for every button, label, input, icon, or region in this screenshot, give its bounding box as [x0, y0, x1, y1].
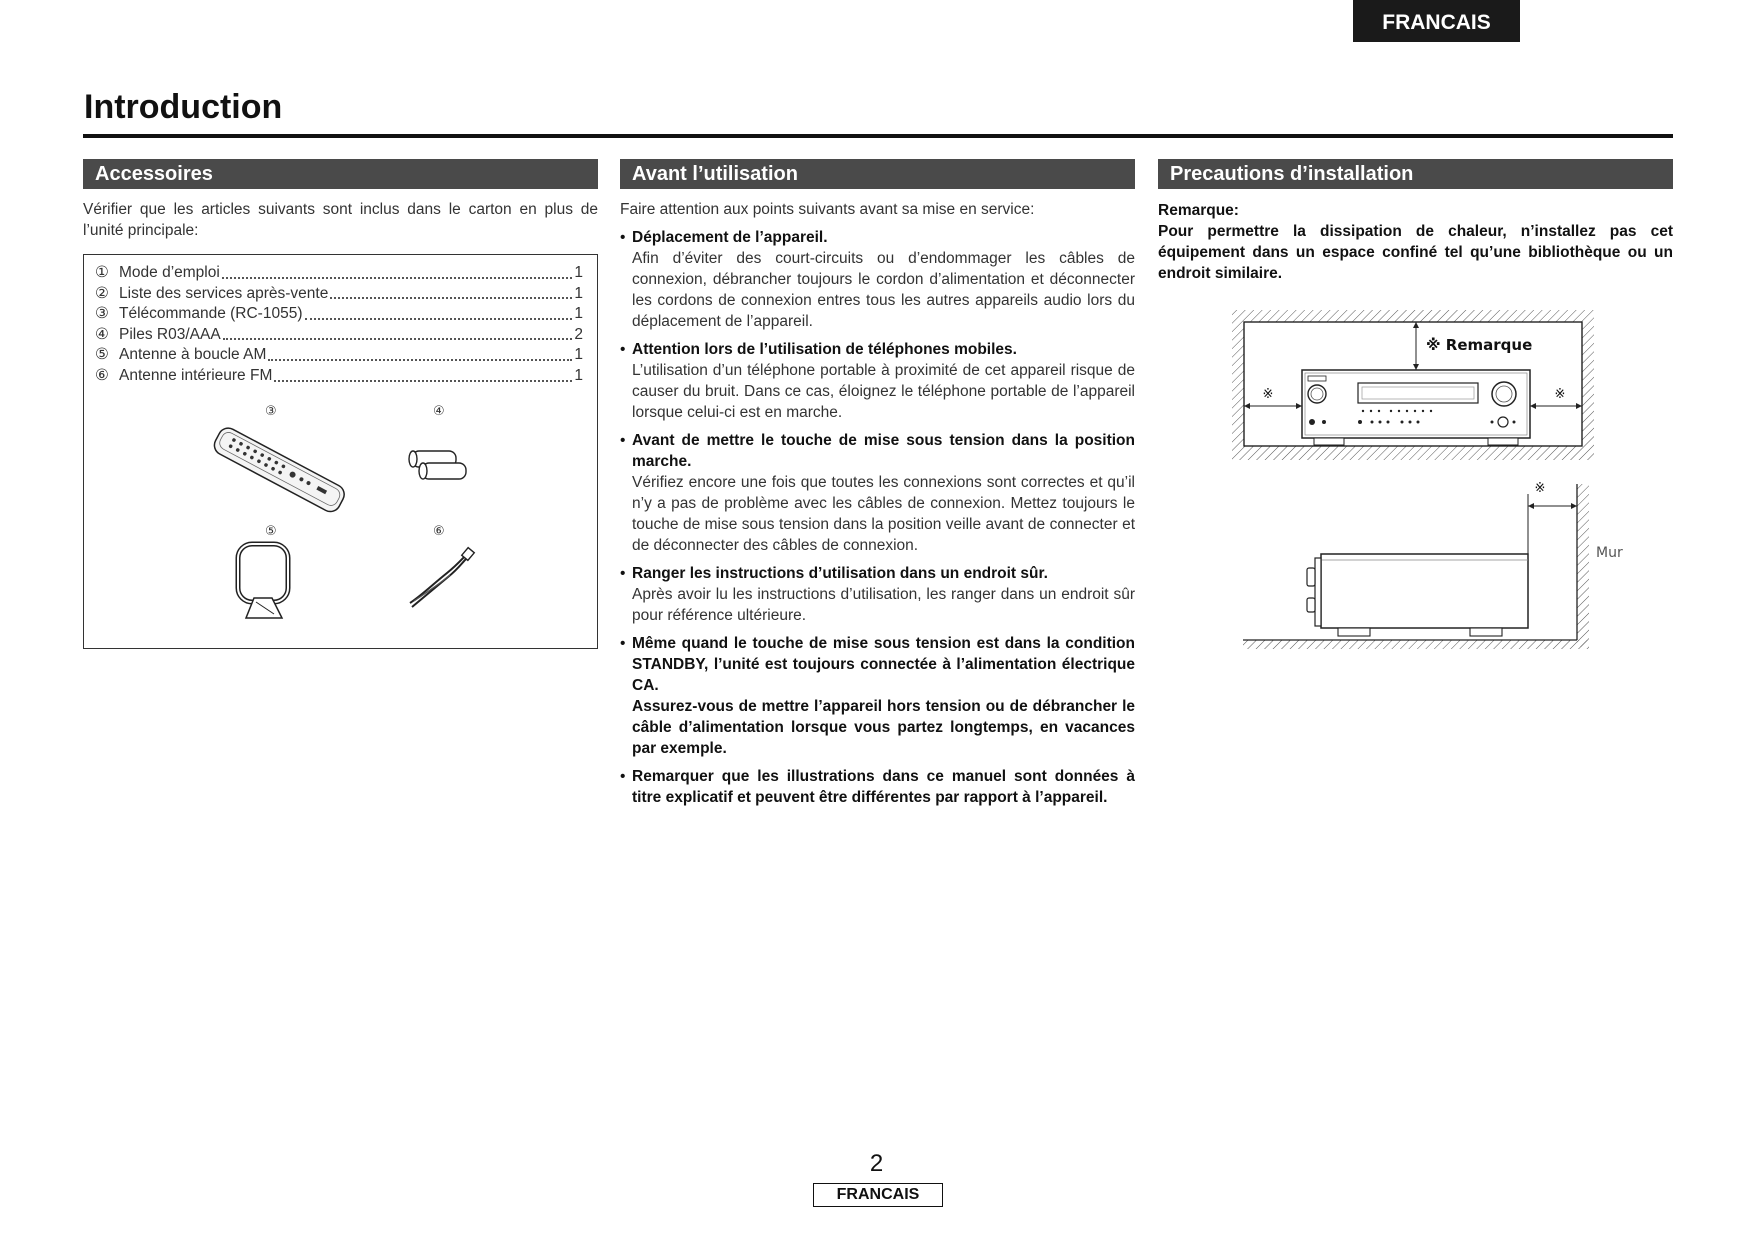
note-text: Pour permettre la dissipation de chaleur, n’installez pas cet équipement dans un espace confiné tel qu’une bibliothèque ou un endroit similaire. — [1158, 223, 1673, 282]
title-divider — [83, 134, 1673, 138]
batteries-figure-label: ④ — [433, 403, 445, 418]
bullet-title: • Ranger les instructions d’utilisation dans un endroit sûr. — [632, 565, 1048, 582]
dot-leader — [222, 263, 573, 279]
accessory-number: ⑤ — [95, 346, 109, 364]
accessory-label: Antenne à boucle AM — [119, 346, 267, 364]
before-use-section — [620, 159, 1135, 808]
accessories-box — [83, 254, 598, 649]
dot-leader — [268, 345, 572, 361]
bullet-item — [620, 633, 1135, 759]
accessory-number: ② — [95, 284, 109, 302]
note-label: Remarque: — [1158, 202, 1239, 219]
installation-heading: Precautions d’installation — [1158, 159, 1673, 189]
page-title: Introduction — [84, 88, 283, 126]
bullet-title: • Remarquer que les illustrations dans ce manuel sont données à titre explicatif et peuvent être différentes par rapport à l’appareil. — [632, 768, 1135, 806]
bullet-item — [620, 563, 1135, 626]
language-tab: FRANCAIS — [1353, 0, 1520, 42]
remote-figure-label: ③ — [265, 403, 277, 418]
bullet-item — [620, 430, 1135, 556]
accessory-number: ① — [95, 264, 109, 281]
dot-leader — [330, 284, 572, 300]
installation-side-view-diagram — [1238, 480, 1623, 655]
bullet-item — [620, 227, 1135, 332]
accessory-quantity: 1 — [574, 284, 583, 302]
diagram-top-label: ※ Remarque — [1426, 336, 1533, 354]
bullet-title: • Même quand le touche de mise sous tension est dans la condition STANDBY, l’unité est toujours connectée à l’alimentation électrique CA. — [632, 635, 1135, 694]
bullet-text: Après avoir lu les instructions d’utilisation, les ranger dans un endroit sûr pour référence ultérieure. — [632, 586, 1135, 624]
bullet-title: • Attention lors de l’utilisation de téléphones mobiles. — [632, 341, 1017, 358]
accessory-label: Liste des services après-vente — [119, 284, 329, 302]
diagram-left-mark: ※ — [1262, 387, 1274, 402]
accessory-label: Antenne intérieure FM — [119, 366, 273, 384]
accessory-number: ④ — [95, 325, 109, 343]
dot-leader — [305, 304, 573, 320]
fm-antenna-figure-label: ⑥ — [433, 523, 445, 538]
remote-control-icon — [202, 425, 352, 520]
dot-leader — [223, 325, 573, 341]
installation-section — [1158, 159, 1673, 284]
dot-leader — [274, 366, 572, 382]
accessory-item — [95, 345, 583, 366]
bullet-text: Afin d’éviter des court-circuits ou d’endommager les câbles de connexion, débrancher toujours le cordon d’alimentation et déconnecter les cordons de connexion entres tous les autres appareils audio lors du déplacement de l’appareil. — [632, 250, 1135, 330]
side-view-mark: ※ — [1534, 481, 1546, 496]
footer-language-label: FRANCAIS — [813, 1183, 943, 1207]
accessory-number: ③ — [95, 305, 109, 323]
accessory-item — [95, 366, 583, 387]
wall-label: Mur — [1596, 545, 1623, 561]
accessory-quantity: 1 — [574, 366, 583, 384]
accessory-label: Piles R03/AAA — [119, 325, 221, 343]
bullet-title: • Avant de mettre le touche de mise sous tension dans la position marche. — [632, 432, 1135, 470]
batteries-icon — [404, 445, 474, 490]
before-use-heading: Avant l’utilisation — [620, 159, 1135, 189]
bullet-text: Assurez-vous de mettre l’appareil hors tension ou de débrancher le câble d’alimentation lorsque vous partez longtemps, en vacances par exemple. — [632, 698, 1135, 757]
accessory-number: ⑥ — [95, 366, 109, 384]
bullet-title: • Déplacement de l’appareil. — [632, 229, 828, 246]
accessory-item — [95, 263, 583, 284]
am-loop-antenna-icon — [232, 540, 302, 625]
bullet-text: Vérifiez encore une fois que toutes les connexions sont correctes et qu’il n’y a pas de problème avec les câbles de connexion. Mettez toujours le touche de mise sous tension dans la position veille avant de connecter et de déconnecter des câbles de connexion. — [632, 474, 1135, 554]
bullet-text: L’utilisation d’un téléphone portable à proximité de cet appareil risque de causer du bruit. Dans ce cas, éloignez le téléphone portable de l’appareil lorsque celui-ci est en marche. — [632, 362, 1135, 421]
accessory-quantity: 2 — [574, 325, 583, 343]
before-use-intro: Faire attention aux points suivants avant sa mise en service: — [620, 201, 1035, 218]
fm-indoor-antenna-icon — [402, 545, 477, 615]
diagram-right-mark: ※ — [1554, 387, 1566, 402]
accessory-item — [95, 304, 583, 325]
accessory-quantity: 1 — [574, 346, 583, 364]
accessory-quantity: 1 — [574, 264, 583, 281]
accessory-label: Télécommande (RC-1055) — [119, 305, 303, 323]
accessory-label: Mode d’emploi — [119, 264, 220, 281]
accessory-item — [95, 325, 583, 346]
accessories-intro: Vérifier que les articles suivants sont inclus dans le carton en plus de l’unité principale: — [83, 201, 598, 239]
accessories-section — [83, 159, 598, 649]
page-number: 2 — [869, 1150, 884, 1177]
installation-clearance-diagram — [1230, 308, 1600, 463]
accessory-item — [95, 284, 583, 305]
accessories-heading: Accessoires — [83, 159, 598, 189]
am-antenna-figure-label: ⑤ — [265, 523, 277, 538]
accessory-quantity: 1 — [574, 305, 583, 323]
bullet-item — [620, 766, 1135, 808]
bullet-item — [620, 339, 1135, 423]
